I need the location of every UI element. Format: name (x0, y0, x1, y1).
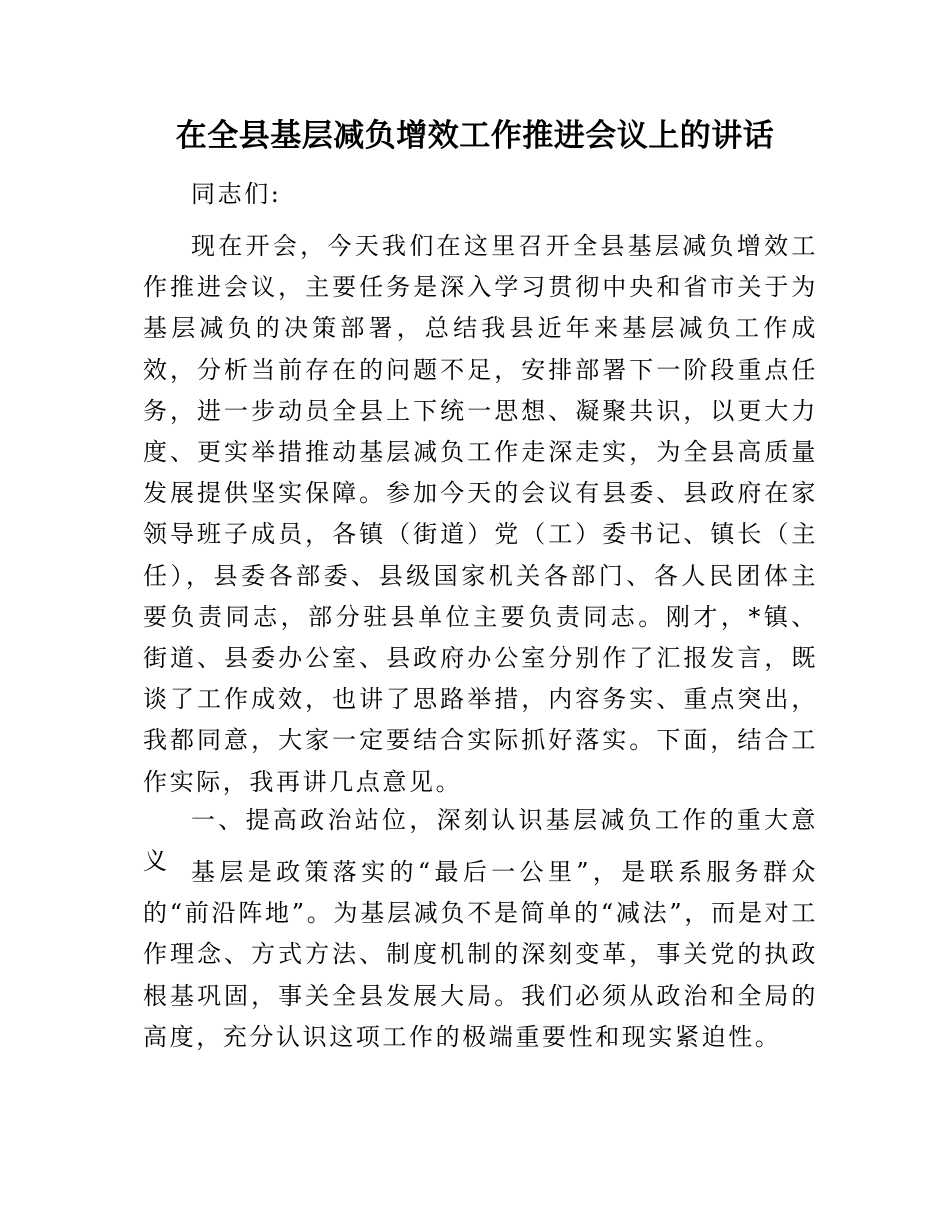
document-title: 在全县基层减负增效工作推进会议上的讲话 (175, 118, 775, 154)
section-paragraph: 基层是政策落实的“最后一公里”，是联系服务群众的“前沿阵地”。为基层减负不是简单的“减法”，而是对工作理念、方式方法、制度机制的深刻变革，事关党的执政根基巩固，事关全县发展大局。我们必须从政治和全局的高度，充分认识这项工作的极端重要性和现实紧迫性。 (143, 858, 818, 1051)
greeting: 同志们: (191, 180, 282, 208)
section-heading: 一、提高政治站位，深刻认识基层减负工作的重大意义 (143, 806, 818, 876)
opening-paragraph: 现在开会，今天我们在这里召开全县基层减负增效工作推进会议，主要任务是深入学习贯彻中央和省市关于为基层减负的决策部署，总结我县近年来基层减负工作成效，分析当前存在的问题不足，安排部署下一阶段重点任务，进一步动员全县上下统一思想、凝聚共识，以更大力度、更实举措推动基层减负工作走深走实，为全县高质量发展提供坚实保障。参加今天的会议有县委、县政府在家领导班子成员，各镇（街道）党（工）委书记、镇长（主任），县委各部委、县级国家机关各部门、各人民团体主要负责同志，部分驻县单位主要负责同志。刚才，*镇、街道、县委办公室、县政府办公室分别作了汇报发言，既谈了工作成效，也讲了思路举措，内容务实、重点突出，我都同意，大家一定要结合实际抓好落实。下面，结合工作实际，我再讲几点意见。 (143, 232, 818, 796)
